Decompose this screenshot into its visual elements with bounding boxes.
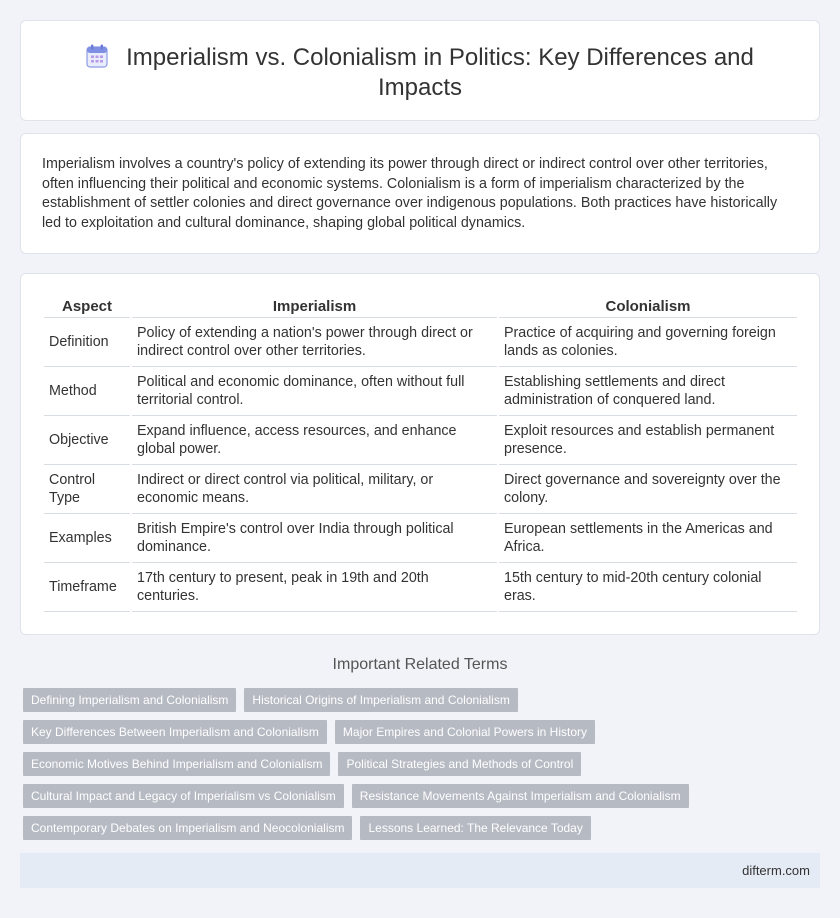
related-term-link[interactable]: Political Strategies and Methods of Control: [338, 752, 581, 776]
related-term-link[interactable]: Defining Imperialism and Colonialism: [23, 688, 236, 712]
table-row: [44, 318, 797, 367]
table-row: [44, 416, 797, 465]
row-colonialism: Practice of acquiring and governing foreign lands as colonies.: [499, 318, 797, 367]
row-imperialism: 17th century to present, peak in 19th and 20th centuries.: [132, 563, 497, 612]
title-card: [20, 20, 820, 121]
row-colonialism: Establishing settlements and direct administration of conquered land.: [499, 367, 797, 416]
row-aspect: Timeframe: [44, 563, 130, 612]
row-aspect: Objective: [44, 416, 130, 465]
row-imperialism: Policy of extending a nation's power through direct or indirect control over other territories.: [132, 318, 497, 367]
page-title: Imperialism vs. Colonialism in Politics: Key Differences and Impacts: [126, 44, 754, 101]
related-term-link[interactable]: Economic Motives Behind Imperialism and Colonialism: [23, 752, 330, 776]
row-aspect: Definition: [44, 318, 130, 367]
page-title-wrap: [61, 43, 779, 103]
row-colonialism: Direct governance and sovereignty over the colony.: [499, 465, 797, 514]
row-colonialism: European settlements in the Americas and Africa.: [499, 514, 797, 563]
related-term-link[interactable]: Cultural Impact and Legacy of Imperialism vs Colonialism: [23, 784, 344, 808]
table-row: [44, 563, 797, 612]
related-term-link[interactable]: Contemporary Debates on Imperialism and Neocolonialism: [23, 816, 352, 840]
header-colonialism: Colonialism: [499, 297, 797, 318]
table-row: [44, 465, 797, 514]
footer: [20, 853, 820, 888]
tag-row: [23, 752, 803, 776]
related-term-link[interactable]: Historical Origins of Imperialism and Colonialism: [244, 688, 517, 712]
header-imperialism: Imperialism: [132, 297, 497, 318]
tag-row: [23, 688, 803, 712]
comparison-table-card: [20, 273, 820, 635]
table-header-row: [44, 297, 797, 318]
related-term-link[interactable]: Lessons Learned: The Relevance Today: [360, 816, 590, 840]
row-aspect: Control Type: [44, 465, 130, 514]
related-term-link[interactable]: Major Empires and Colonial Powers in History: [335, 720, 595, 744]
table-row: [44, 514, 797, 563]
footer-site-link[interactable]: difterm.com: [742, 863, 810, 878]
row-imperialism: British Empire's control over India through political dominance.: [132, 514, 497, 563]
row-colonialism: 15th century to mid-20th century colonial eras.: [499, 563, 797, 612]
table-row: [44, 367, 797, 416]
tag-row: [23, 784, 803, 808]
header-aspect: Aspect: [44, 297, 130, 318]
tag-row: [23, 816, 803, 840]
row-imperialism: Political and economic dominance, often without full territorial control.: [132, 367, 497, 416]
related-terms-list: [23, 688, 803, 848]
related-terms-heading: Important Related Terms: [332, 656, 508, 673]
intro-paragraph: Imperialism involves a country's policy of extending its power through direct or indirect control over other territories, often influencing their political and economic systems. Colonialism is a form of imperialism characterized by the establishment of settler colonies and direct governance over indigenous populations. Both practices have historically led to exploitation and cultural dominance, shaping global political dynamics.: [42, 156, 778, 231]
related-term-link[interactable]: Resistance Movements Against Imperialism and Colonialism: [352, 784, 689, 808]
related-term-link[interactable]: Key Differences Between Imperialism and Colonialism: [23, 720, 327, 744]
row-imperialism: Expand influence, access resources, and enhance global power.: [132, 416, 497, 465]
comparison-table: [42, 297, 799, 612]
intro-card: [20, 133, 820, 254]
tag-row: [23, 720, 803, 744]
row-imperialism: Indirect or direct control via political, military, or economic means.: [132, 465, 497, 514]
row-aspect: Examples: [44, 514, 130, 563]
row-colonialism: Exploit resources and establish permanent presence.: [499, 416, 797, 465]
row-aspect: Method: [44, 367, 130, 416]
calendar-icon: [86, 44, 108, 68]
